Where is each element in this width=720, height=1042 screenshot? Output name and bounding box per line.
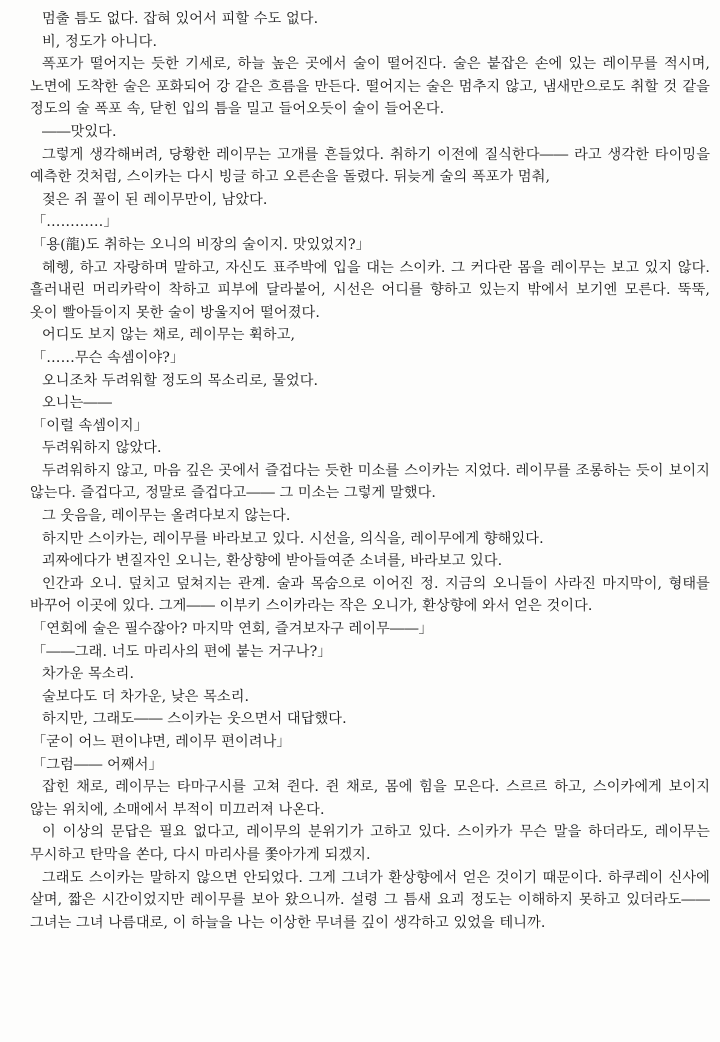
paragraph-16: 두려워하지 않고, 마음 깊은 곳에서 즐겁다는 듯한 미소를 스이카는 지었다. 레이무를 조롱하는 듯이 보이지 않는다. 즐겁다고, 정말로 즐겁다고―― 그 미소는 그렇게 말했다.	[30, 462, 710, 502]
paragraph-17: 그 웃음을, 레이무는 올려다보지 않는다.	[42, 508, 291, 525]
paragraph-9: 헤헹, 하고 자랑하며 말하고, 자신도 표주박에 입을 대는 스이카. 그 커다란 몸을 레이무는 보고 있지 않다. 흘러내린 머리카락이 착하고 피부에 달라붙어, 시선은 어디를 향하고 있는지 밖에서 보기엔 모른다. 뚝뚝, 옷이 빨아들이지 못한 술이 방울지어 떨어졌다.	[30, 259, 710, 321]
paragraph-12: 오니조차 두려워할 정도의 목소리로, 물었다.	[42, 372, 319, 389]
dialog-line-1: 「…………」	[32, 214, 118, 231]
paragraph-4: ――맛있다.	[42, 123, 117, 140]
paragraph-29: 이 이상의 문답은 필요 없다고, 레이무의 분위기가 고하고 있다. 스이카가 무슨 말을 하더라도, 레이무는 무시하고 탄막을 쏜다, 다시 마리사를 쫓아가게 되겠지.	[30, 824, 710, 863]
paragraph-5: 그렇게 생각해버려, 당황한 레이무는 고개를 흔들었다. 취하기 이전에 질식한다―― 라고 생각한 타이밍을 예측한 것처럼, 스이카는 다시 빙글 하고 오른손을 돌렸다. 뒤늦게 술의 폭포가 멈춰,	[30, 146, 710, 186]
paragraph-1: 멈출 틈도 없다. 잡혀 있어서 피할 수도 없다.	[42, 11, 319, 27]
paragraph-10: 어디도 보지 않는 채로, 레이무는 휙하고,	[42, 327, 296, 344]
paragraph-15: 두려워하지 않았다.	[42, 440, 162, 457]
dialog-line-5: 「연회에 술은 필수잖아? 마지막 연회, 즐겨보자구 레이무――」	[32, 621, 433, 638]
paragraph-24: 술보다도 더 차가운, 낮은 목소리.	[42, 688, 250, 705]
dialog-line-6: 「――그래. 너도 마리사의 편에 붙는 거구나?」	[32, 643, 332, 660]
dialog-line-4: 「이럴 속셈이지」	[32, 417, 149, 434]
paragraph-28: 잡힌 채로, 레이무는 타마구시를 고쳐 쥔다. 쥔 채로, 몸에 힘을 모은다. 스르르 하고, 스이카에게 보이지 않는 위치에, 소매에서 부적이 미끄러져 나온다.	[30, 779, 710, 818]
paragraph-3: 폭포가 떨어지는 듯한 기세로, 하늘 높은 곳에서 술이 떨어진다. 술은 붙잡은 손에 있는 레이무를 적시며, 노면에 도착한 술은 포화되어 강 같은 흐름을 만든다. 떨어지는 술은 멈추지 않고, 냄새만으로도 취할 것 같을 정도의 술 폭포 속, 닫힌 입의 틈을 밀고 들어오듯이 술이 들어온다.	[30, 56, 710, 118]
dialog-line-3: 「……무슨 속셈이야?」	[32, 349, 185, 366]
paragraph-2: 비, 정도가 아니다.	[42, 33, 158, 50]
paragraph-19: 괴짜에다가 변질자인 오니는, 환상향에 받아들여준 소녀를, 바라보고 있다.	[42, 553, 503, 570]
dialog-line-2: 「용(龍)도 취하는 오니의 비장의 술이지. 맛있었지?」	[32, 236, 370, 253]
paragraph-6: 젖은 쥐 꼴이 된 레이무만이, 남았다.	[42, 191, 268, 208]
paragraph-13: 오니는――	[42, 395, 112, 412]
paragraph-20: 인간과 오니. 덮치고 덮쳐지는 관계. 술과 목숨으로 이어진 정. 지금의 오니들이 사라진 마지막이, 형태를 바꾸어 이곳에 있다. 그게―― 이부키 스이카라는 작은 오니가, 환상향에 와서 얻은 것이다.	[30, 575, 710, 615]
paragraph-25: 하지만, 그래도―― 스이카는 웃으면서 대답했다.	[42, 711, 347, 728]
paragraph-30: 그래도 스이카는 말하지 않으면 안되었다. 그게 그녀가 환상향에서 얻은 것이기 때문이다. 하쿠레이 신사에 살며, 짧은 시간이었지만 레이무를 보아 왔으니까. 설령 그 틈새 요괴 정도는 이해하지 못하고 있더라도―― 그녀는 그녀 나름대로, 이 하늘을 나는 이상한 무녀를 깊이 생각하고 있었을 테니까.	[30, 869, 710, 931]
paragraph-23: 차가운 목소리.	[42, 666, 135, 683]
paragraph-18: 하지만 스이카는, 레이무를 바라보고 있다. 시선을, 의식을, 레이무에게 향해있다.	[42, 530, 544, 547]
dialog-line-8: 「그럼―― 어째서」	[32, 756, 163, 773]
dialog-line-7: 「굳이 어느 편이냐면, 레이무 편이려나」	[32, 734, 291, 750]
